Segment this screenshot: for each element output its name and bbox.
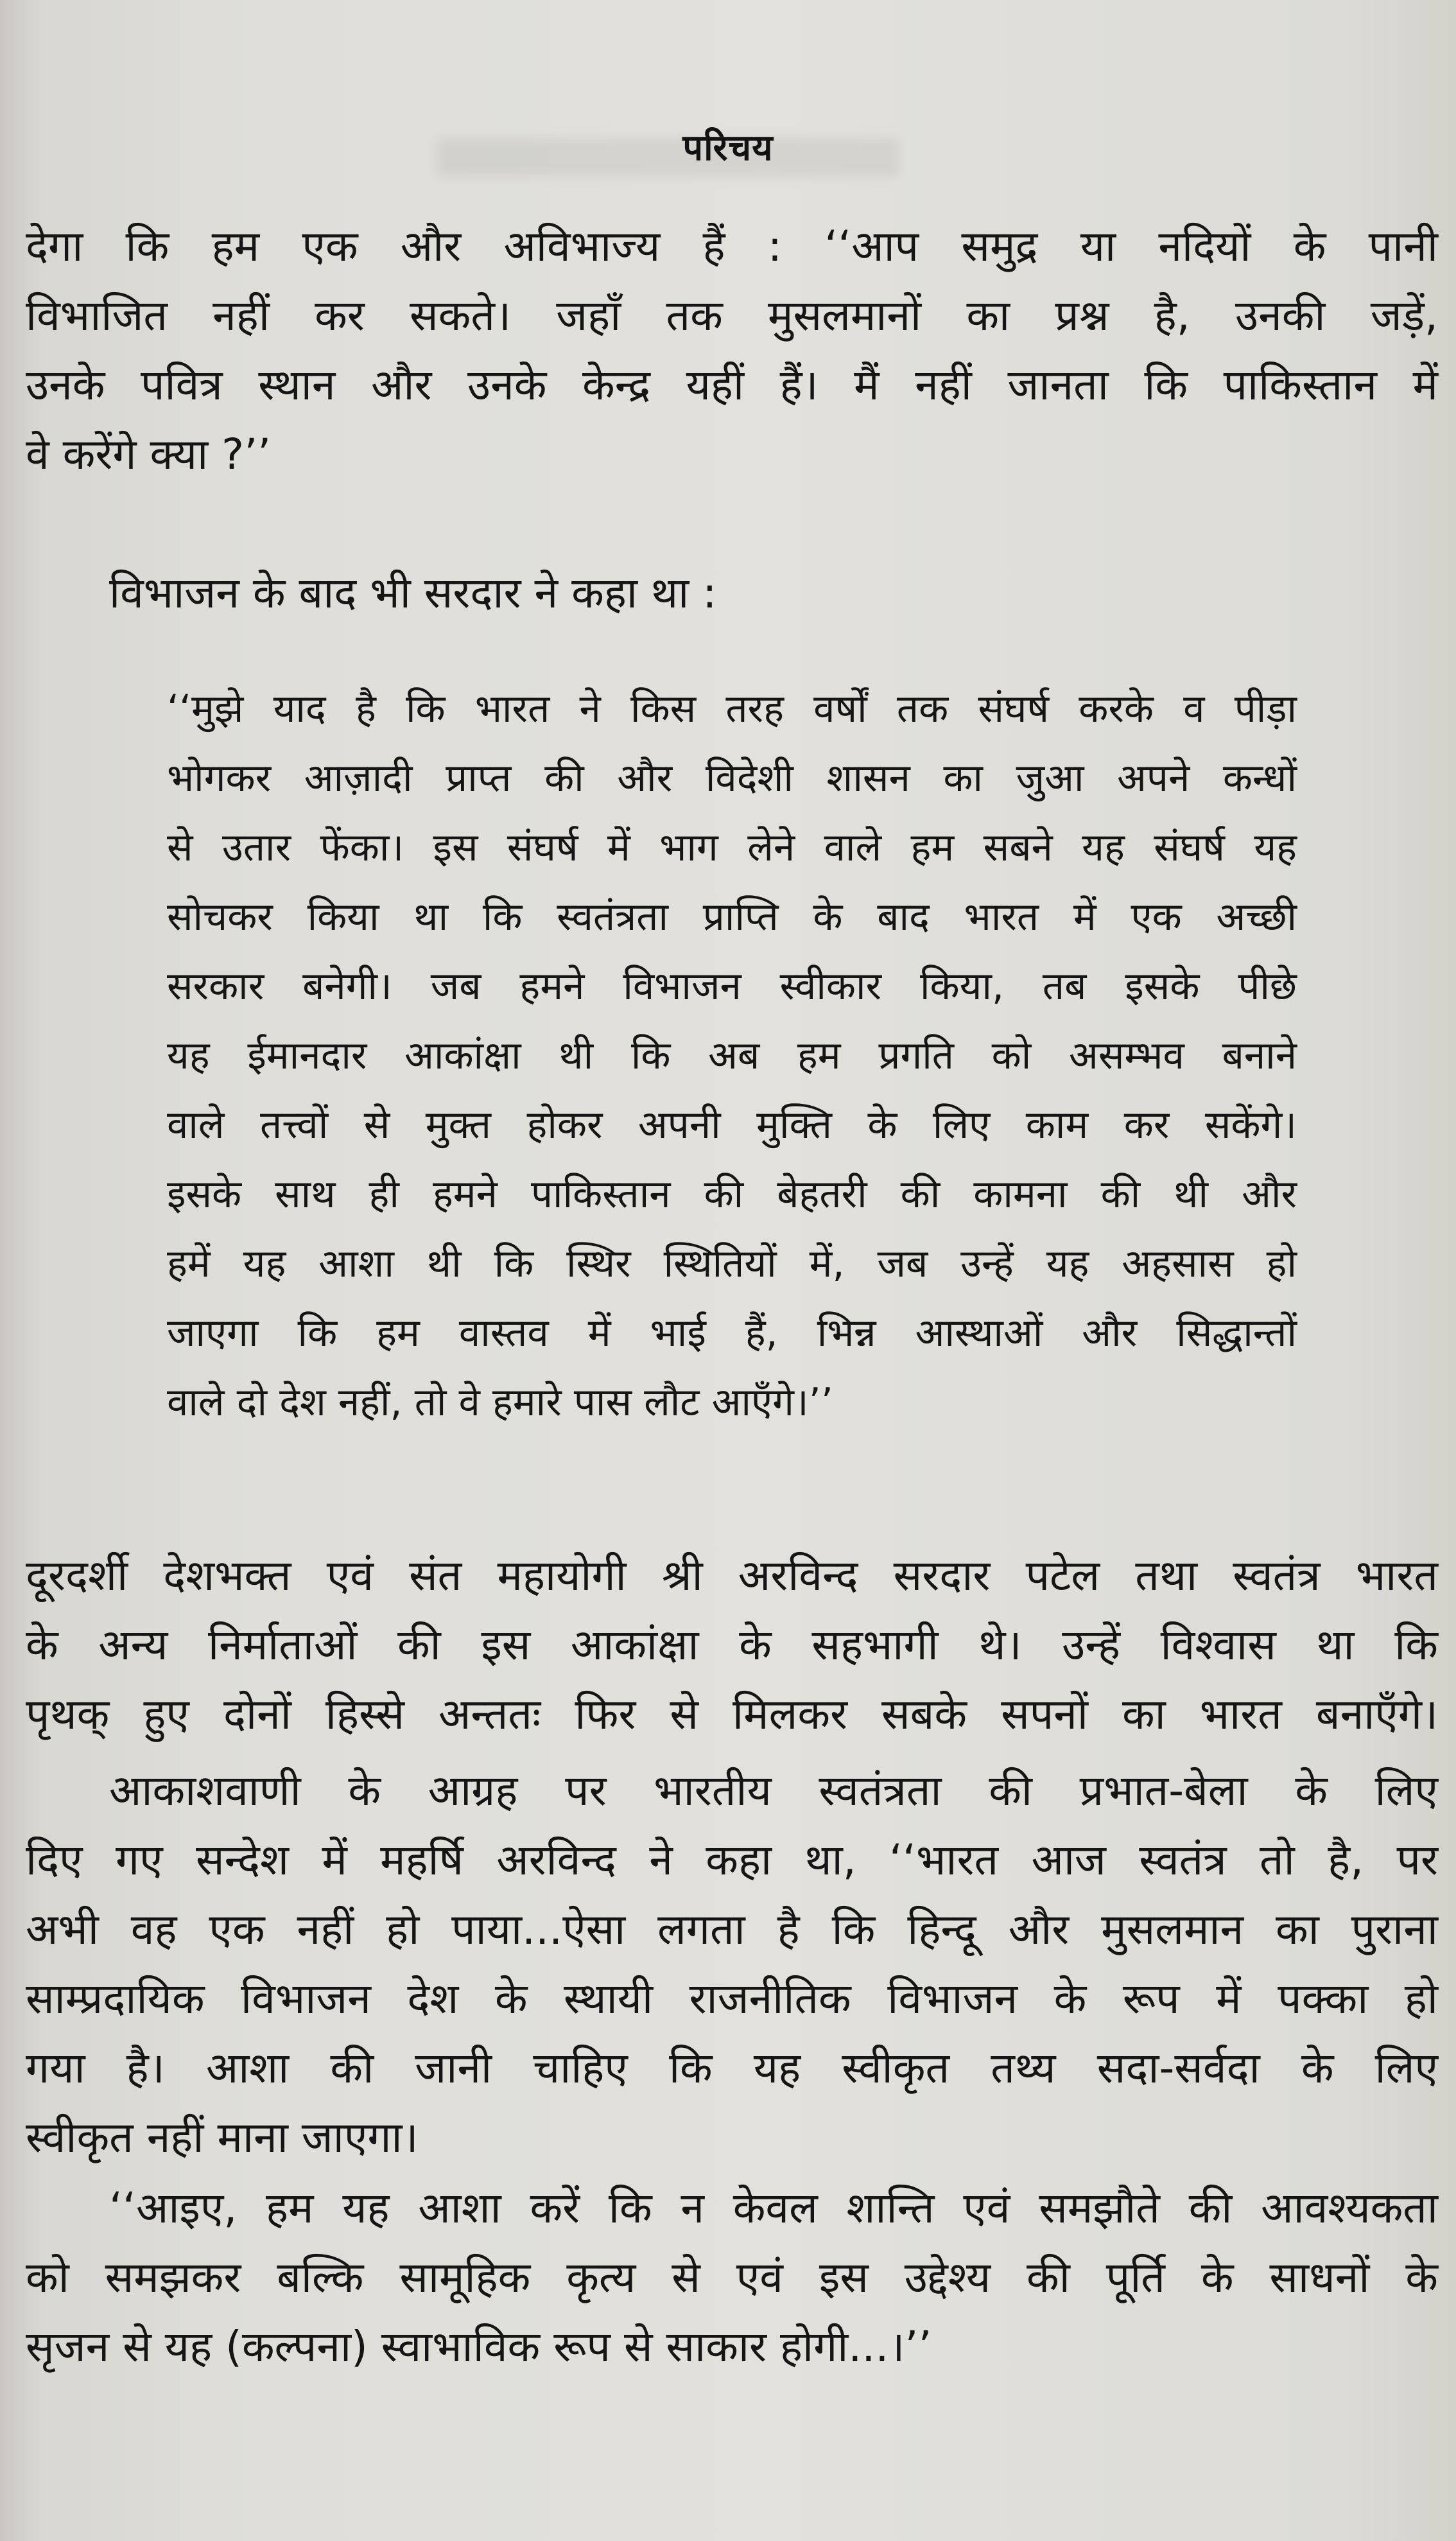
quote-line: हमें यह आशा थी कि स्थिर स्थितियों में, जब उन्हें यह अहसास हो bbox=[167, 1241, 1297, 1286]
text-line: को समझकर बल्कि सामूहिक कृत्य से एवं इस उद्देश्य की पूर्ति के साधनों के bbox=[26, 2253, 1438, 2302]
quote-line: सोचकर किया था कि स्वतंत्रता प्राप्ति के बाद भारत में एक अच्छी bbox=[167, 895, 1297, 939]
paragraph-aurobindo-patel bbox=[26, 1541, 1438, 1749]
quote-line: यह ईमानदार आकांक्षा थी कि अब हम प्रगति को असम्भव बनाने bbox=[167, 1033, 1297, 1078]
text-line: स्वीकृत नहीं माना जाएगा। bbox=[26, 2113, 419, 2162]
text-line: अभी वह एक नहीं हो पाया...ऐसा लगता है कि हिन्दू और मुसलमान का पुराना bbox=[26, 1905, 1438, 1954]
quote-line: सरकार बनेगी। जब हमने विभाजन स्वीकार किया, तब इसके पीछे bbox=[167, 964, 1297, 1009]
text-line: वे करेंगे क्या ?’’ bbox=[26, 430, 272, 479]
quote-line: से उतार फेंका। इस संघर्ष में भाग लेने वाले हम सबने यह संघर्ष यह bbox=[167, 825, 1297, 870]
quote-line: इसके साथ ही हमने पाकिस्तान की बेहतरी की कामना की थी और bbox=[167, 1172, 1297, 1217]
text-line: विभाजित नहीं कर सकते। जहाँ तक मुसलमानों का प्रश्न है, उनकी जड़ें, bbox=[26, 291, 1438, 340]
paragraph-akashvani-message bbox=[26, 1756, 1438, 2172]
quote-line: वाले दो देश नहीं, तो वे हमारे पास लौट आएँगे।’’ bbox=[167, 1380, 833, 1425]
text-line: गया है। आशा की जानी चाहिए कि यह स्वीकृत तथ्य सदा-सर्वदा के लिए bbox=[26, 2043, 1438, 2093]
text-line: देगा कि हम एक और अविभाज्य हैं : ‘‘आप समुद्र या नदियों के पानी bbox=[26, 222, 1438, 271]
running-head: परिचय bbox=[682, 127, 774, 169]
text-line: दिए गए सन्देश में महर्षि अरविन्द ने कहा था, ‘‘भारत आज स्वतंत्र तो है, पर bbox=[26, 1835, 1438, 1885]
quote-line: वाले तत्त्वों से मुक्त होकर अपनी मुक्ति के लिए काम कर सकेंगे। bbox=[167, 1103, 1297, 1148]
text-line: उनके पवित्र स्थान और उनके केन्द्र यहीं हैं। मैं नहीं जानता कि पाकिस्तान में bbox=[26, 360, 1438, 410]
text-line: विभाजन के बाद भी सरदार ने कहा था : bbox=[109, 568, 717, 618]
quote-line: ‘‘मुझे याद है कि भारत ने किस तरह वर्षों तक संघर्ष करके व पीड़ा bbox=[167, 686, 1297, 731]
text-line: दूरदर्शी देशभक्त एवं संत महायोगी श्री अरविन्द सरदार पटेल तथा स्वतंत्र भारत bbox=[26, 1551, 1438, 1600]
paragraph-closing-quote bbox=[26, 2174, 1438, 2382]
text-line: आकाशवाणी के आग्रह पर भारतीय स्वतंत्रता की प्रभात-बेला के लिए bbox=[109, 1766, 1438, 1815]
quote-line: जाएगा कि हम वास्तव में भाई हैं, भिन्न आस्थाओं और सिद्धान्तों bbox=[167, 1311, 1297, 1356]
block-quote-sardar bbox=[167, 674, 1297, 1437]
text-line: पृथक् हुए दोनों हिस्से अन्ततः फिर से मिलकर सबके सपनों का भारत बनाएँगे। bbox=[26, 1690, 1438, 1739]
paragraph-continuation bbox=[26, 212, 1438, 489]
text-line: ‘‘आइए, हम यह आशा करें कि न केवल शान्ति एवं समझौते की आवश्यकता bbox=[109, 2183, 1438, 2233]
quote-line: भोगकर आज़ादी प्राप्त की और विदेशी शासन का जुआ अपने कन्धों bbox=[167, 756, 1297, 801]
text-line: साम्प्रदायिक विभाजन देश के स्थायी राजनीतिक विभाजन के रूप में पक्का हो bbox=[26, 1974, 1438, 2023]
text-line: सृजन से यह (कल्पना) स्वाभाविक रूप से साकार होगी...।’’ bbox=[26, 2322, 932, 2371]
quote-intro bbox=[109, 559, 1393, 628]
text-line: के अन्य निर्माताओं की इस आकांक्षा के सहभागी थे। उन्हें विश्वास था कि bbox=[26, 1620, 1438, 1670]
